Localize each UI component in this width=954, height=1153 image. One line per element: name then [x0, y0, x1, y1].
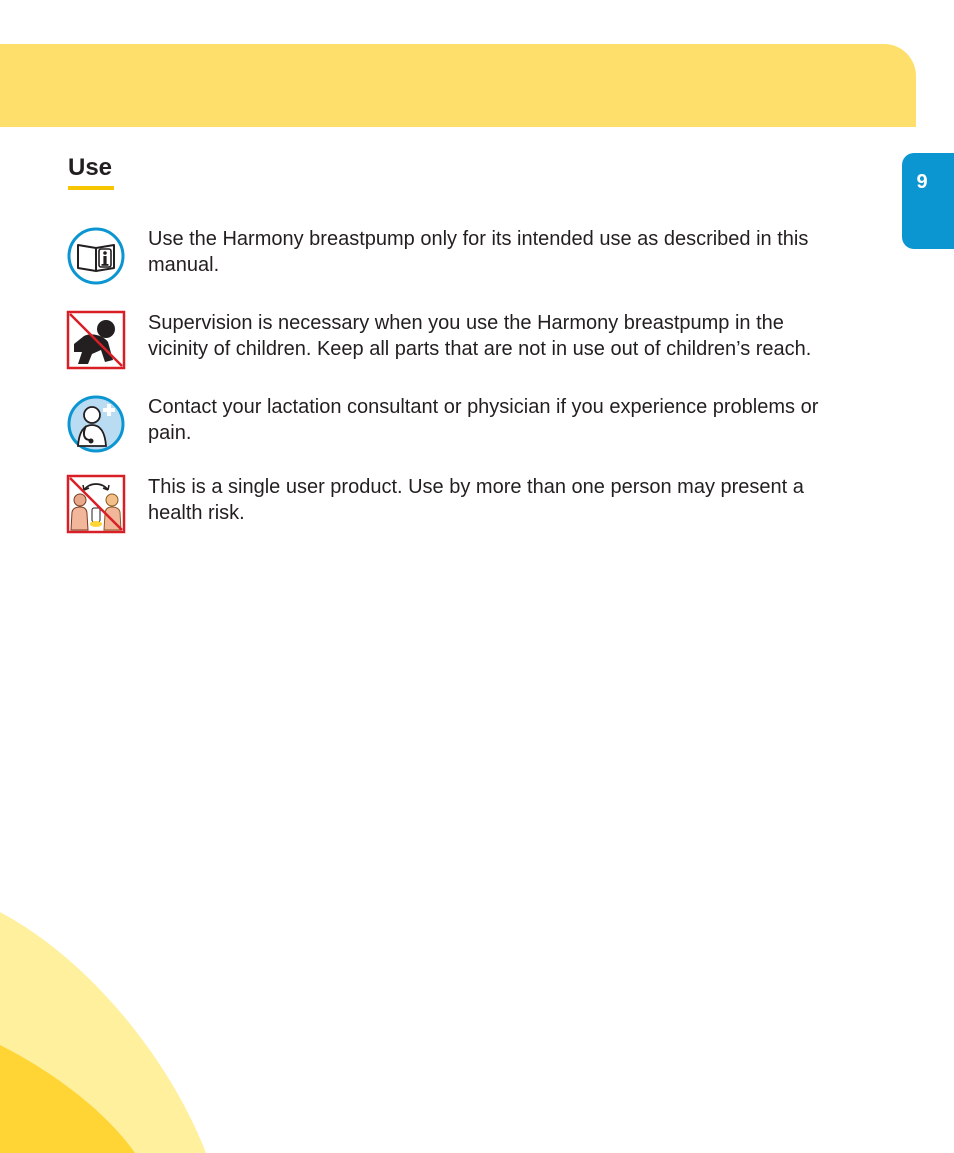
- doctor-icon: [66, 394, 126, 454]
- manual-info-icon: [66, 226, 126, 286]
- header-band: [0, 44, 916, 127]
- page-tab: [902, 153, 954, 249]
- item-text: This is a single user product. Use by more than one person may present a health risk.: [148, 476, 804, 524]
- single-user-icon: [66, 474, 126, 534]
- no-children-icon: [66, 310, 126, 370]
- item-text: Contact your lactation consultant or physician if you experience problems or pain.: [148, 396, 819, 444]
- section-title: Use: [68, 154, 113, 181]
- item-text: Supervision is necessary when you use the Harmony breastpump in the vicinity of children. Keep all parts that are not in use out of children’s reach.: [148, 312, 812, 360]
- page-number: 9: [916, 171, 928, 193]
- title-underline: [68, 186, 114, 190]
- sun-inner-arc: [0, 1045, 135, 1153]
- sun-outer-arc: [0, 912, 206, 1153]
- item-text: Use the Harmony breastpump only for its intended use as described in this manual.: [148, 228, 809, 276]
